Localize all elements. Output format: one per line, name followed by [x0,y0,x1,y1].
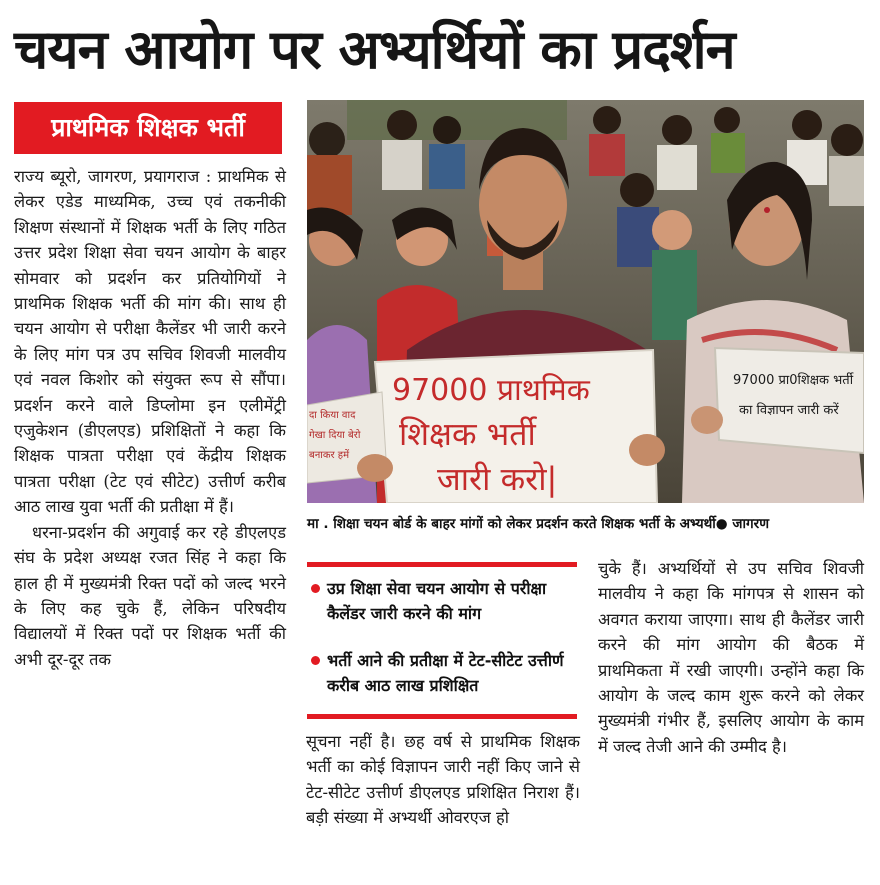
highlight-item-2 [307,648,577,698]
bullet-icon [311,656,320,665]
highlight-text-1: उप्र शिक्षा सेवा चयन आयोग से परीक्षा कैलेंडर जारी करने की मांग [327,579,547,623]
paragraph-3: सूचना नहीं है। छह वर्ष से प्राथमिक शिक्षक भर्ती का कोई विज्ञापन जारी नहीं किए जाने से टेट-सीटेट उत्तीर्ण डीएलएड प्रशिक्षित निराश हैं। बड़ी संख्या में अभ्यर्थी ओवरएज हो [306,732,580,828]
right-sign-line-2: का विज्ञापन जारी करें [739,403,839,418]
article-column-3 [598,556,864,759]
article-column-1 [14,164,286,672]
bullet-icon [311,584,320,593]
highlight-rule-bottom [307,714,577,719]
paragraph-4: चुके हैं। अभ्यर्थियों से उप सचिव शिवजी मालवीय ने कहा कि मांगपत्र से शासन को अवगत कराया जाएगा। साथ ही कैलेंडर जारी करने की मांग आयोग की बैठक में प्राथमिकता में रखी जाएगी। उन्होंने कहा कि आयोग के जल्द काम शुरू करने को लेकर मुख्यमंत्री गंभीर हैं, इसलिए आयोग के काम में जल्द तेजी आने की उम्मीद है। [598,559,864,756]
highlight-text-2: भर्ती आने की प्रतीक्षा में टेट-सीटेट उत्तीर्ण करीब आठ लाख प्रशिक्षित [327,651,564,695]
section-kicker: प्राथमिक शिक्षक भर्ती [14,102,282,154]
right-sign-line-1: 97000 प्रा0शिक्षक भर्ती [733,373,854,388]
caption-credit: जागरण [732,516,770,532]
highlight-item-1 [307,576,577,626]
protest-photo [307,100,864,503]
highlights-box [307,562,577,722]
paragraph-2: धरना-प्रदर्शन की अगुवाई कर रहे डीएलएड संघ के प्रदेश अध्यक्ष रजत सिंह ने कहा कि हाल ही में मुख्यमंत्री रिक्त पदों को जल्द भरने के लिए कह चुके हैं, लेकिन परिषदीय विद्यालयों में रिक्त पदों पर शिक्षक भर्ती की अभी दूर-दूर तक [14,522,286,669]
sign-line-3: जारी करो| [437,460,558,498]
highlight-rule-top [307,562,577,567]
headline: चयन आयोग पर अभ्यर्थियों का प्रदर्शन [14,18,735,81]
left-sign-line-3: बनाकर हमें [309,450,350,461]
article-column-2 [306,729,580,831]
photo-caption [307,512,864,536]
main-placard [375,350,657,503]
caption-text: मा . शिक्षा चयन बोर्ड के बाहर मांगों को लेकर प्रदर्शन करते शिक्षक भर्ती के अभ्यर्थी [307,516,716,532]
left-sign-line-1: दा किया वाद [309,410,356,421]
sign-line-2: शिक्षक भर्ती [399,415,536,453]
sign-line-1: 97000 प्राथमिक [392,373,590,408]
paragraph-1: राज्य ब्यूरो, जागरण, प्रयागराज : प्राथमिक से लेकर एडेड माध्यमिक, उच्च एवं तकनीकी शिक्षण संस्थानों में शिक्षक भर्ती के लिए गठित उत्तर प्रदेश शिक्षा सेवा चयन आयोग के बाहर सोमवार को प्रदर्शन कर प्रतियोगियों ने प्राथमिक शिक्षक भर्ती की मांग की। साथ ही चयन आयोग से परीक्षा कैलेंडर भी जारी करने के लिए मांग पत्र उप सचिव शिवजी मालवीय एवं नवल किशोर को संयुक्त रूप से सौंपा। प्रदर्शन करने वाले डिप्लोमा इन एलीमेंट्री एजुकेशन (डीएलएड) प्रशिक्षितों ने कहा कि शिक्षक पात्रता परीक्षा एवं केंद्रीय शिक्षक पात्रता परीक्षा (टेट एवं सीटेट) उत्तीर्ण करीब आठ लाख युवा भर्ती की प्रतीक्षा में हैं। [14,167,286,517]
caption-dot: ● [715,516,733,532]
left-sign-line-2: गेखा दिया बेरो [309,430,361,441]
right-placard [715,348,864,453]
